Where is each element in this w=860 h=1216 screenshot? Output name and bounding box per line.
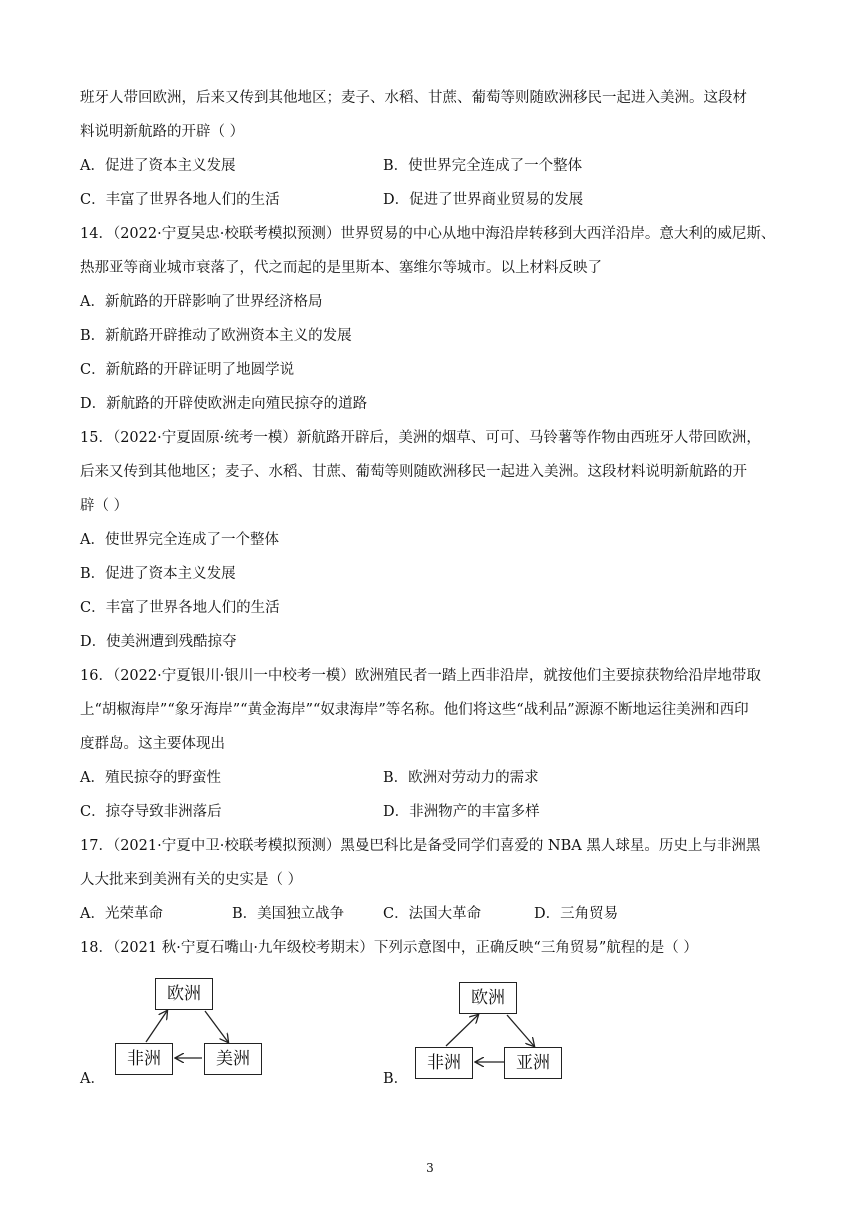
q16-option-a: A．殖民掠夺的野蛮性 — [80, 770, 221, 786]
q14-option-c: C．新航路的开辟证明了地圆学说 — [80, 362, 295, 378]
box-europe: 欧洲 — [155, 978, 213, 1010]
q13-option-b: B．使世界完全连成了一个整体 — [383, 158, 583, 174]
q17-line1: 17．（2021·宁夏中卫·校联考模拟预测）黑曼巴科比是备受同学们喜爱的 NBA 黑人球星。历史上与非洲黑 — [80, 838, 761, 854]
q18-diagram-a — [110, 975, 270, 1080]
q13-option-d: D．促进了世界商业贸易的发展 — [383, 192, 584, 208]
q15-line2: 后来又传到其他地区；麦子、水稻、甘蔗、葡萄等则随欧洲移民一起进入美洲。这段材料说明新航路的开 — [80, 464, 747, 480]
q16-line2: 上“胡椒海岸”“象牙海岸”“黄金海岸”“奴隶海岸”等名称。他们将这些“战利品”源源不断地运往美洲和西印 — [80, 702, 749, 718]
arrow-africa-to-europe — [446, 1015, 478, 1046]
q17-line2: 人大批来到美洲有关的史实是（ ） — [80, 872, 303, 888]
q13-option-a: A．促进了资本主义发展 — [80, 158, 236, 174]
q17-option-d: D．三角贸易 — [534, 906, 619, 922]
q17-option-c: C．法国大革命 — [383, 906, 482, 922]
q18-diagram-b — [412, 979, 572, 1084]
q13-line2: 料说明新航路的开辟（ ） — [80, 124, 245, 140]
q14-option-d: D．新航路的开辟使欧洲走向殖民掠夺的道路 — [80, 396, 368, 412]
box-africa: 非洲 — [415, 1047, 473, 1079]
box-europe: 欧洲 — [459, 982, 517, 1014]
q15-option-c: C．丰富了世界各地人们的生活 — [80, 600, 280, 616]
q14-option-a: A．新航路的开辟影响了世界经济格局 — [80, 294, 323, 310]
q15-line3: 辟（ ） — [80, 498, 129, 514]
q16-option-b: B．欧洲对劳动力的需求 — [383, 770, 539, 786]
q17-option-a: A．光荣革命 — [80, 906, 163, 922]
q13-option-c: C．丰富了世界各地人们的生活 — [80, 192, 280, 208]
q14-option-b: B．新航路开辟推动了欧洲资本主义的发展 — [80, 328, 352, 344]
q16-line1: 16．（2022·宁夏银川·银川一中校考一模）欧洲殖民者一踏上西非沿岸，就按他们主要掠获物给沿岸地带取 — [80, 668, 761, 684]
q17-option-b: B．美国独立战争 — [232, 906, 345, 922]
arrow-europe-to-asia — [507, 1015, 534, 1046]
q18-option-a-label: A． — [80, 1071, 105, 1087]
q16-option-d: D．非洲物产的丰富多样 — [383, 804, 540, 820]
arrow-africa-to-europe — [146, 1011, 167, 1042]
q15-line1: 15．（2022·宁夏固原·统考一模）新航路开辟后，美洲的烟草、可可、马铃薯等作物由西班牙人带回欧洲， — [80, 430, 761, 446]
arrow-europe-to-america — [205, 1011, 228, 1042]
q16-line3: 度群岛。这主要体现出 — [80, 736, 225, 752]
box-america: 美洲 — [204, 1043, 262, 1075]
q15-option-b: B．促进了资本主义发展 — [80, 566, 236, 582]
q18-option-b-label: B． — [383, 1071, 409, 1087]
box-africa: 非洲 — [115, 1043, 173, 1075]
box-asia: 亚洲 — [504, 1047, 562, 1079]
q13-line1: 班牙人带回欧洲，后来又传到其他地区；麦子、水稻、甘蔗、葡萄等则随欧洲移民一起进入美洲。这段材 — [80, 90, 747, 106]
page-number: 3 — [426, 1161, 434, 1175]
q14-line1: 14．（2022·宁夏吴忠·校联考模拟预测）世界贸易的中心从地中海沿岸转移到大西洋沿岸。意大利的威尼斯、 — [80, 226, 776, 242]
q18-line1: 18．（2021 秋·宁夏石嘴山·九年级校考期末）下列示意图中，正确反映“三角贸易”航程的是（ ） — [80, 940, 698, 956]
q15-option-a: A．使世界完全连成了一个整体 — [80, 532, 279, 548]
q16-option-c: C．掠夺导致非洲落后 — [80, 804, 222, 820]
q14-line2: 热那亚等商业城市衰落了，代之而起的是里斯本、塞维尔等城市。以上材料反映了 — [80, 260, 602, 276]
q15-option-d: D．使美洲遭到残酷掠夺 — [80, 634, 237, 650]
